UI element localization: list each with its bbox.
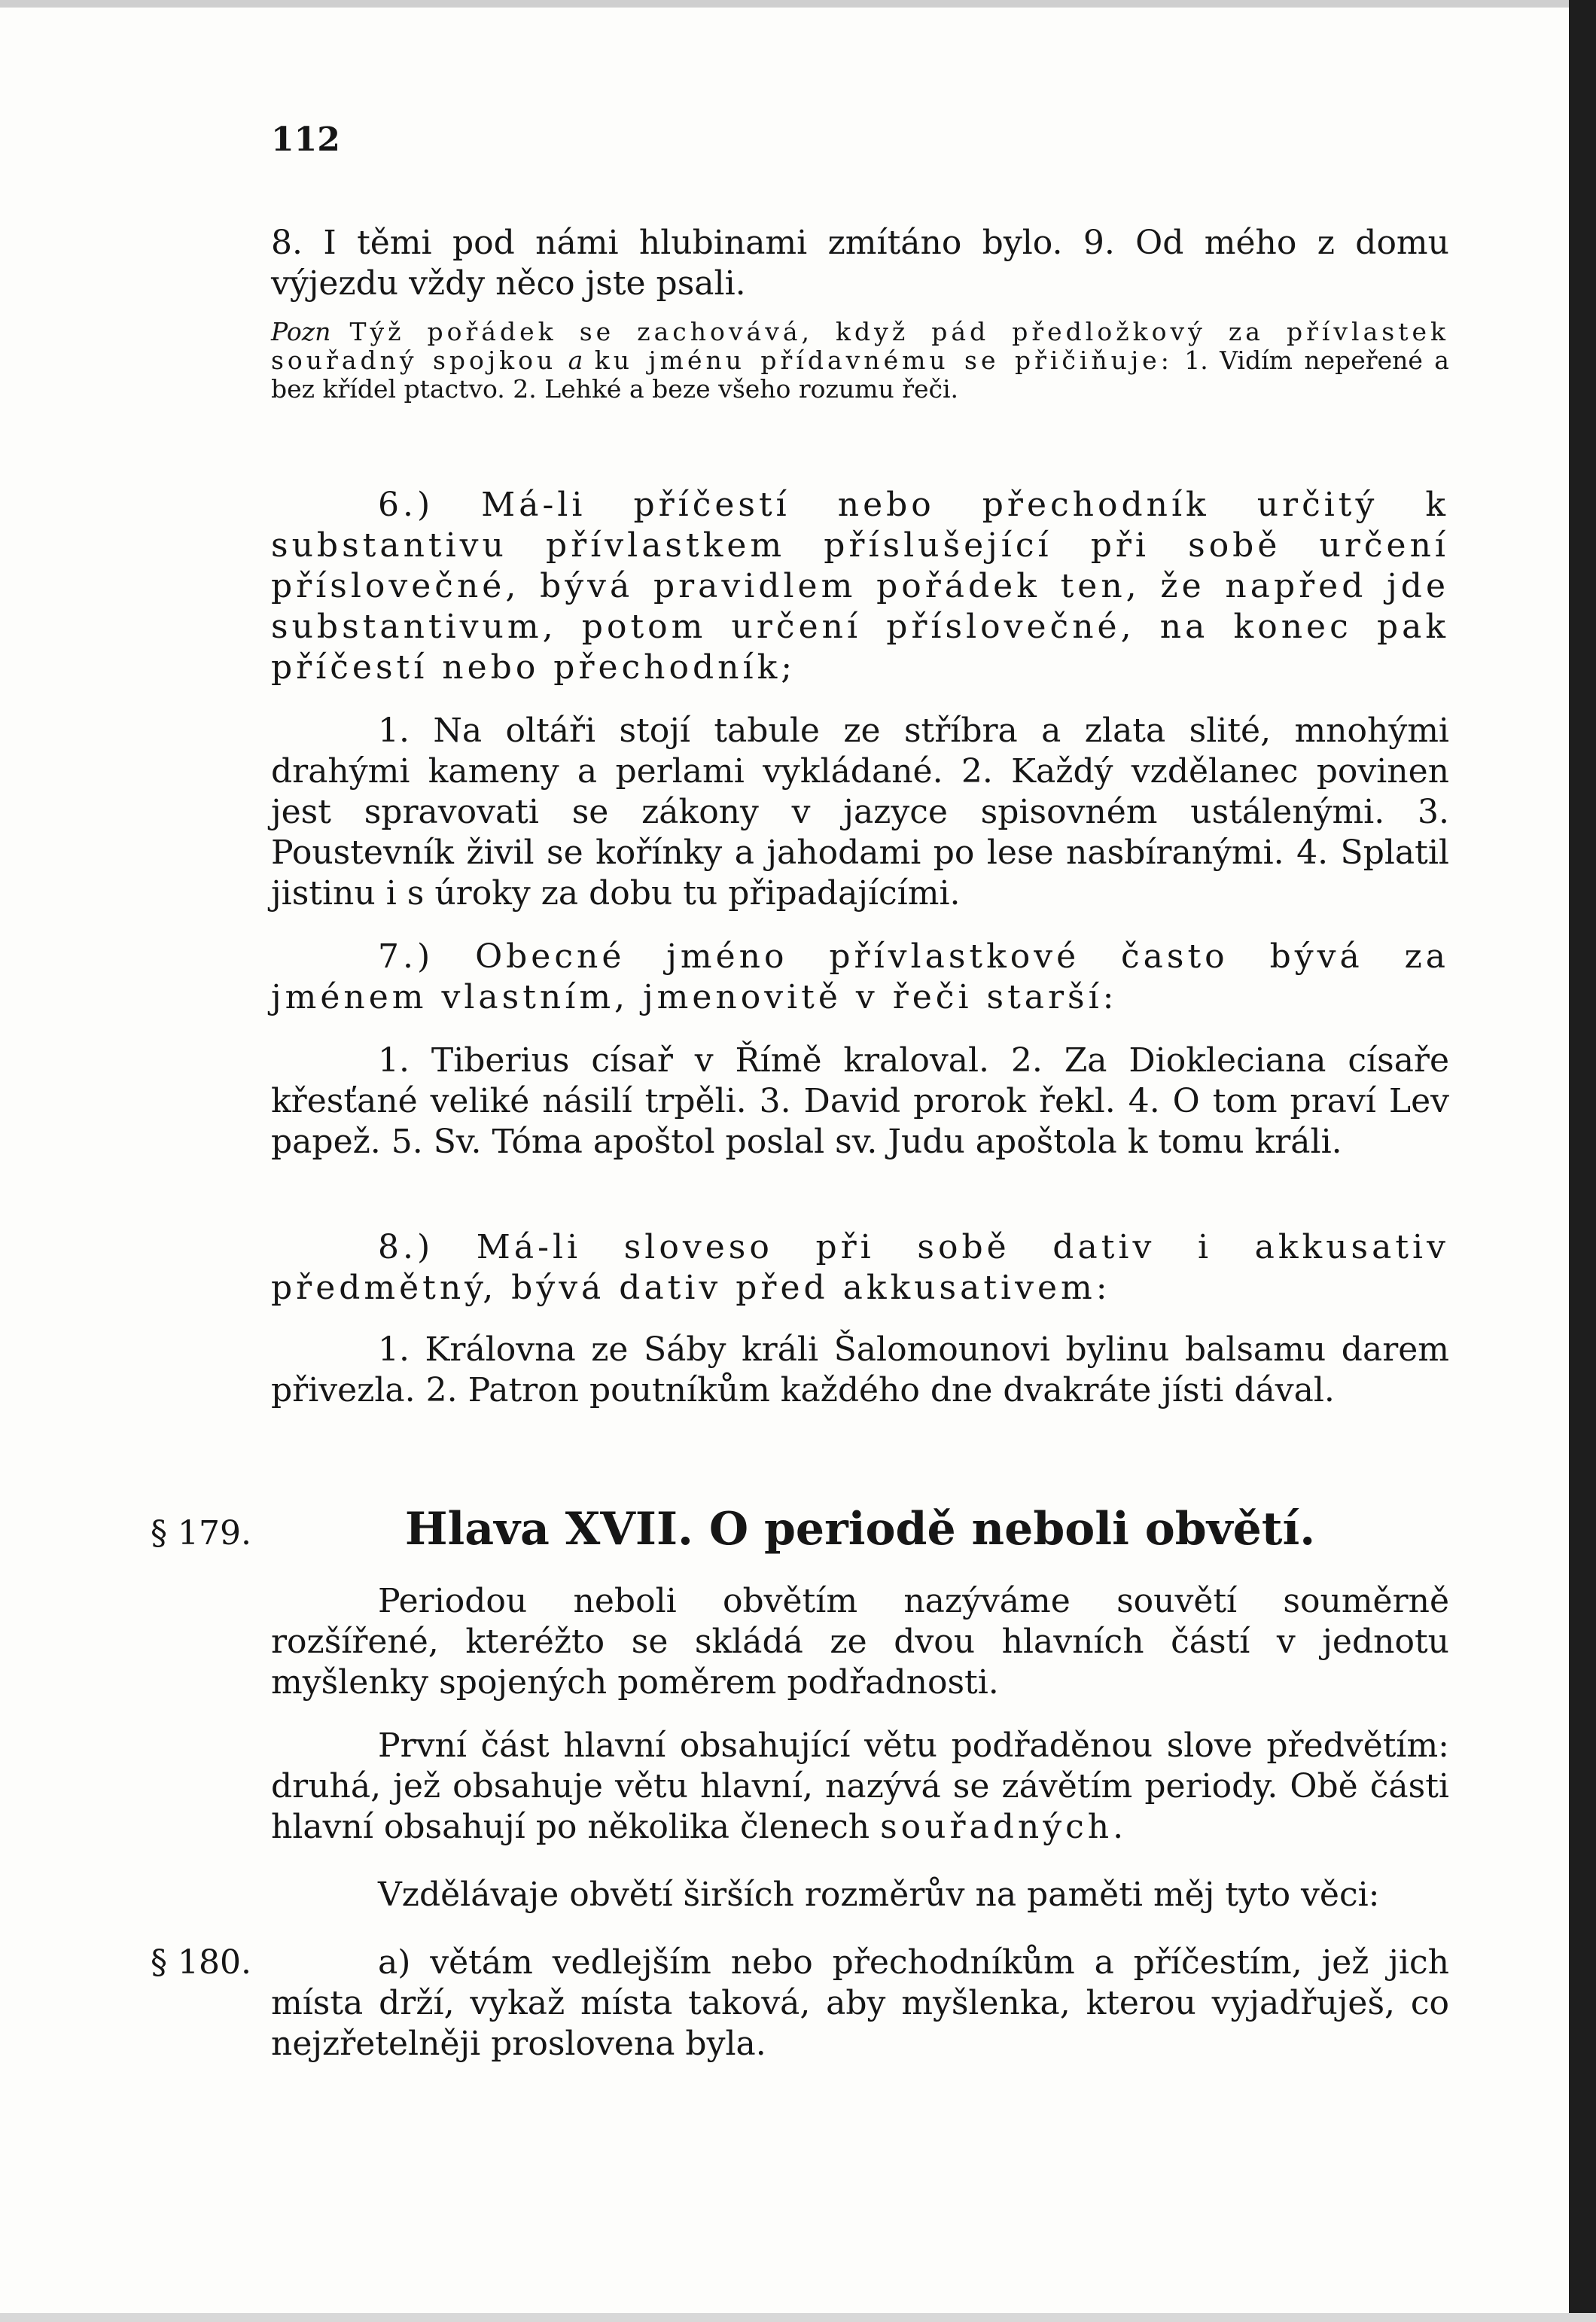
- scan-right-edge: [1569, 0, 1596, 2322]
- section-180-paragraph: a) větám vedlejším nebo přechodníkům a příčestím, jež jich místa drží, vykaž místa taková, aby myšlenka, kterou vyjadřuješ, co nejzřetelněji proslovena byla.: [271, 1943, 1449, 2063]
- note-paragraph: [271, 318, 1449, 404]
- section-179-paragraph-2-spaced: souřadných.: [880, 1808, 1128, 1846]
- page-number: 112: [271, 120, 340, 159]
- examples-8-paragraph: 1. Královna ze Sáby králi Šalomounovi bylinu balsamu darem přivezla. 2. Patron poutníkům každého dne dvakráte jísti dával.: [271, 1330, 1449, 1409]
- section-179-paragraph-3: Vzdělávaje obvětí širších rozměrův na paměti měj tyto věci:: [378, 1876, 1380, 1914]
- rule-7-number: 7.): [378, 937, 434, 976]
- section-179-paragraph-2: [271, 1726, 1449, 1848]
- note-text-rest: 1. Vidím nepeřené a bez křídel ptactvo. 2. Lehké a beze všeho rozumu řeči.: [271, 346, 1449, 404]
- rule-8-paragraph: [271, 1227, 1449, 1309]
- section-179-mark: § 179.: [151, 1514, 251, 1553]
- rule-6-paragraph: [271, 485, 1449, 688]
- section-179-paragraph-1: Periodou neboli obvětím nazýváme souvětí souměrně rozšířené, kteréžto se skládá ze dvou hlavních částí v jednotu myšlenky spojených poměrem podřadnosti.: [271, 1582, 1449, 1702]
- rule-8-text: Má-li sloveso při sobě dativ i akkusativ předmětný, bývá dativ před akkusativem:: [271, 1228, 1449, 1307]
- examples-7-paragraph: 1. Tiberius císař v Římě kraloval. 2. Za Diokleciana císaře křesťané veliké násilí trpěli. 3. David prorok řekl. 4. O tom praví Lev papež. 5. Sv. Tóma apoštol poslal sv. Judu apoštola k tomu králi.: [271, 1041, 1449, 1161]
- examples-6-paragraph: 1. Na oltáři stojí tabule ze stříbra a zlata slité, mnohými drahými kameny a perlami vykládané. 2. Každý vzdělanec povinen jest spravovati se zákony v jazyce spisovném ustálenými. 3. Poustevník živil se kořínky a jahodami po lese nasbíranými. 4. Splatil jistinu i s úroky za dobu tu připadajícími.: [271, 712, 1449, 913]
- section-179-paragraph-2-main: První část hlavní obsahující větu podřaděnou slove předvětím: druhá, jež obsahuje větu hlavní, nazývá se závětím periody. Obě části hlavní obsahují po několika členech: [271, 1726, 1449, 1846]
- note-conjunction: a: [568, 346, 583, 375]
- rule-7-text: Obecné jméno přívlastkové často bývá za jménem vlastním, jmenovitě v řeči starší:: [271, 937, 1449, 1016]
- rule-7-paragraph: [271, 937, 1449, 1018]
- note-label: Pozn: [271, 317, 331, 346]
- rule-8-number: 8.): [378, 1228, 434, 1266]
- rule-6-text: Má-li příčestí nebo přechodník určitý k substantivu přívlastkem příslušející při sobě určení příslovečné, bývá pravidlem pořádek ten, že napřed jde substantivum, potom určení příslovečné, na konec pak příčestí nebo přechodník;: [271, 486, 1449, 687]
- rule-6-number: 6.): [378, 486, 434, 524]
- note-text-spaced-1: Týž pořádek se zachovává, když pád předložkový za přívlastek souřadný spojkou: [271, 317, 1449, 375]
- example-paragraph-top: 8. I těmi pod námi hlubinami zmítáno bylo. 9. Od mého z domu výjezdu vždy něco jste psali.: [271, 224, 1449, 303]
- scan-bottom-edge: [0, 2313, 1596, 2322]
- section-180-mark: § 180.: [151, 1943, 251, 1982]
- scan-top-edge: [0, 0, 1596, 8]
- chapter-heading: Hlava XVII. O periodě neboli obvětí.: [404, 1503, 1316, 1556]
- note-text-spaced-2: ku jménu přídavnému se přičiňuje:: [594, 346, 1173, 375]
